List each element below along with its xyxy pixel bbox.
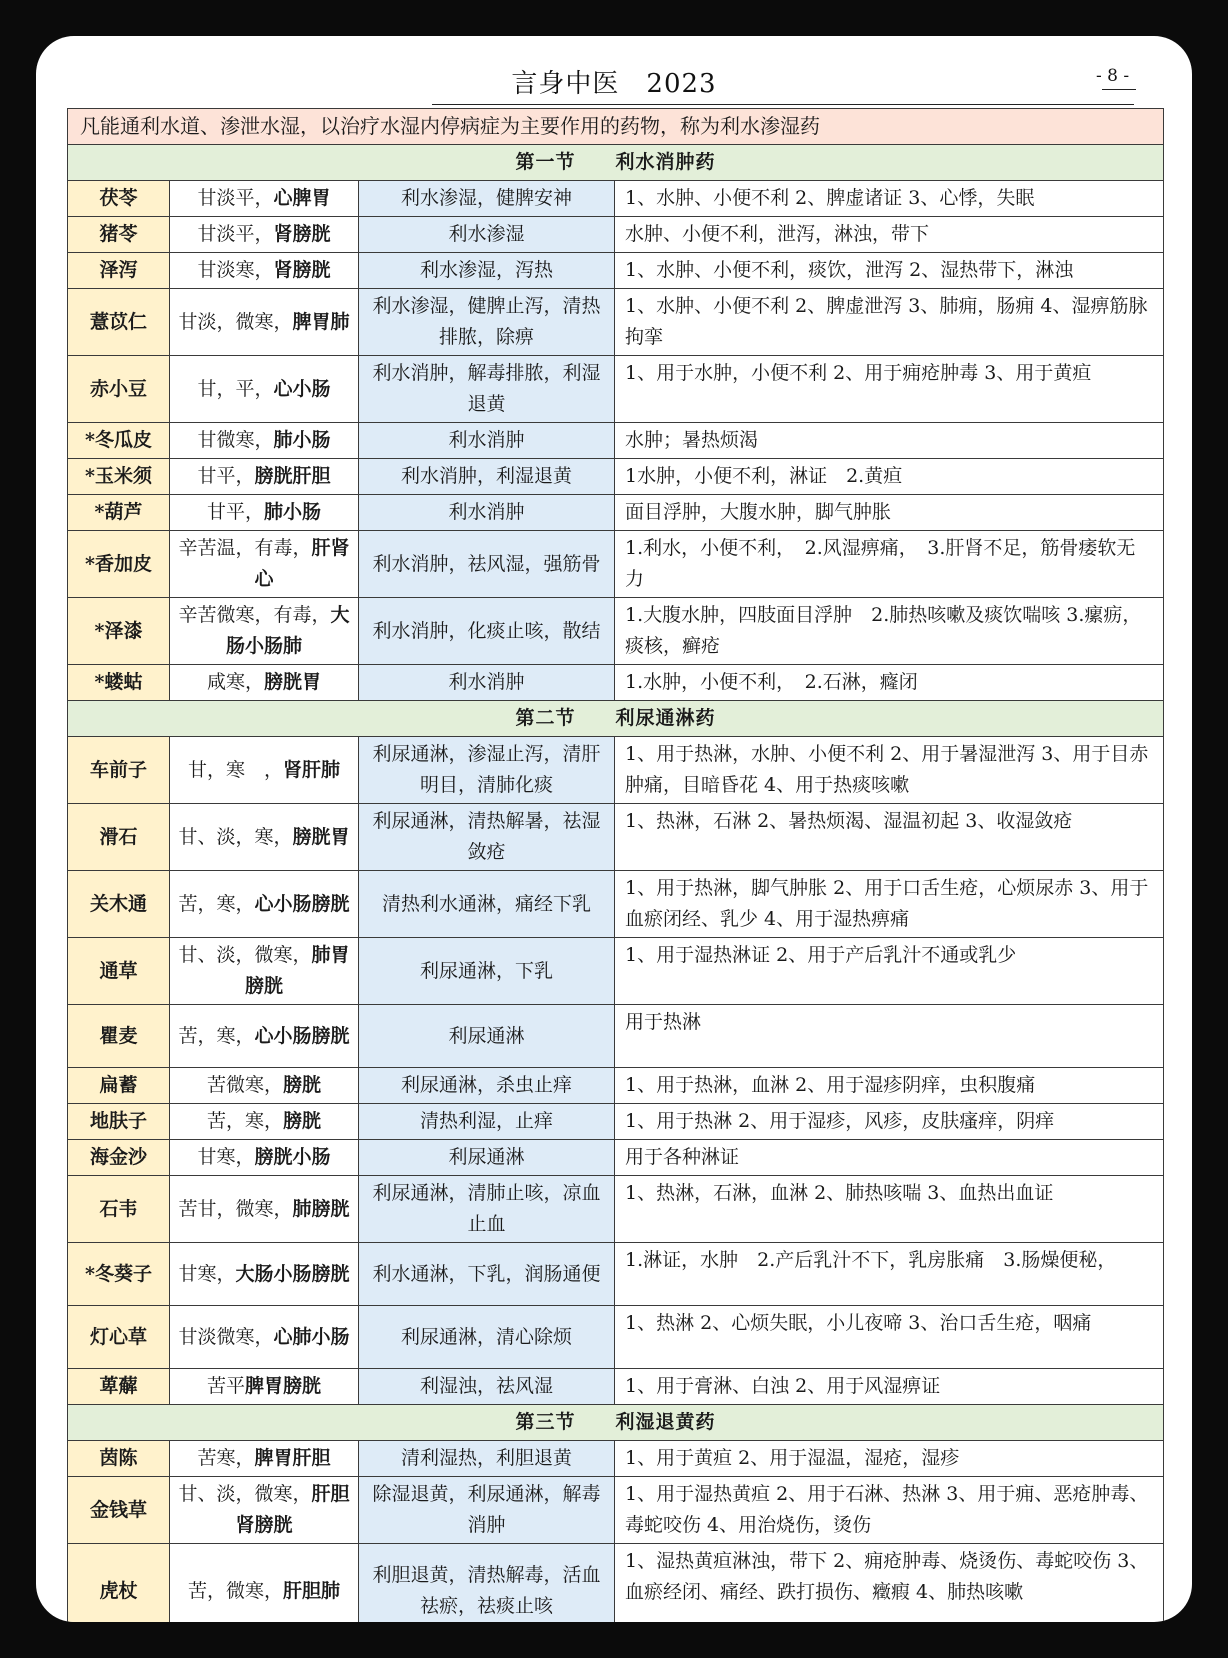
- herb-meridian: 肺膀胱: [292, 1197, 350, 1220]
- herb-function: 利水消肿，化痰止咳，散结: [359, 598, 615, 665]
- herb-property: [170, 1306, 359, 1369]
- herb-meridian: 肾膀胱: [273, 259, 331, 281]
- herb-name: 金钱草: [68, 1477, 170, 1544]
- herb-indication: 1、用于水肿，小便不利 2、用于痈疮肿毒 3、用于黄疸: [615, 356, 1164, 423]
- page-header: [36, 36, 1192, 108]
- herb-name: 茵陈: [68, 1441, 170, 1477]
- herb-nature-flavor: 苦微寒，: [206, 1074, 283, 1096]
- herb-indication: 1、用于黄疸 2、用于湿温，湿疮，湿疹: [615, 1441, 1164, 1477]
- herb-indication: 1、热淋 2、心烦失眠，小儿夜啼 3、治口舌生疮，咽痛: [615, 1306, 1164, 1369]
- herb-function: 利水通淋，下乳，润肠通便: [359, 1243, 615, 1306]
- herb-property: [170, 1477, 359, 1544]
- document-page: [36, 36, 1192, 1622]
- herb-function: 利水渗湿，健脾安神: [359, 181, 615, 217]
- herb-property: [170, 1176, 359, 1243]
- herb-row: [68, 665, 1164, 701]
- herb-function: 利尿通淋，渗湿止泻，清肝明目，清肺化痰: [359, 737, 615, 804]
- herb-nature-flavor: 甘平，: [206, 501, 264, 523]
- herb-indication: 1、用于热淋，水肿、小便不利 2、用于暑湿泄泻 3、用于目赤肿痛，目暗昏花 4、用于热痰咳嗽: [615, 737, 1164, 804]
- herb-meridian: 肝胆肺: [283, 1579, 341, 1602]
- herb-table-body: [68, 109, 1164, 1623]
- herb-function: 利尿通淋，杀虫止痒: [359, 1068, 615, 1104]
- herb-indication: 1、用于热淋 2、用于湿疹，风疹，皮肤瘙痒，阴痒: [615, 1104, 1164, 1140]
- herb-nature-flavor: 甘、淡，寒，: [178, 825, 293, 848]
- herb-property: [170, 1369, 359, 1405]
- herb-meridian: 脾胃膀胱: [245, 1375, 322, 1397]
- herb-nature-flavor: 甘、淡，微寒，: [178, 1483, 312, 1505]
- herb-function: 利尿通淋: [359, 1005, 615, 1068]
- herb-name: 泽泻: [68, 253, 170, 289]
- herb-row: [68, 1068, 1164, 1104]
- herb-name: 茯苓: [68, 181, 170, 217]
- herb-function: 清利湿热，利胆退黄: [359, 1441, 615, 1477]
- herb-property: [170, 181, 359, 217]
- herb-nature-flavor: 苦，寒，: [206, 1110, 283, 1132]
- herb-meridian: 心脾胃: [273, 187, 331, 209]
- herb-function: 利水渗湿: [359, 217, 615, 253]
- herb-row: [68, 495, 1164, 531]
- herb-function: 利尿通淋: [359, 1140, 615, 1176]
- herb-row: [68, 1176, 1164, 1243]
- herb-meridian: 肺小肠: [273, 429, 331, 451]
- herb-meridian: 心小肠: [273, 377, 331, 400]
- herb-property: [170, 289, 359, 356]
- herb-property: [170, 423, 359, 459]
- herb-indication: 1.利水，小便不利， 2.风湿痹痛， 3.肝肾不足，筋骨痿软无力: [615, 531, 1164, 598]
- herb-function: 利水消肿: [359, 665, 615, 701]
- herb-property: [170, 1441, 359, 1477]
- herb-name: 赤小豆: [68, 356, 170, 423]
- herb-meridian: 肺小肠: [264, 501, 322, 523]
- herb-nature-flavor: 苦，寒，: [178, 892, 255, 915]
- herb-row: [68, 737, 1164, 804]
- herb-row: [68, 1306, 1164, 1369]
- herb-indication: 1、湿热黄疸淋浊，带下 2、痈疮肿毒、烧烫伤、毒蛇咬伤 3、血瘀经闭、痛经、跌打损伤、癥瘕 4、肺热咳嗽: [615, 1544, 1164, 1623]
- herb-meridian: 大肠小肠肺: [225, 604, 350, 657]
- herb-function: 利水渗湿，健脾止泻，清热排脓，除痹: [359, 289, 615, 356]
- herb-function: 利水消肿: [359, 423, 615, 459]
- section-title: 第一节 利水消肿药: [68, 145, 1164, 181]
- herb-nature-flavor: 辛苦微寒，有毒，: [178, 604, 331, 626]
- herb-meridian: 脾胃肺: [292, 310, 350, 333]
- herb-nature-flavor: 甘寒，: [197, 1146, 255, 1168]
- herb-nature-flavor: 苦平: [206, 1375, 245, 1397]
- herb-indication: 用于热淋: [615, 1005, 1164, 1068]
- herb-function: 利水消肿，解毒排脓，利湿退黄: [359, 356, 615, 423]
- herb-meridian: 膀胱胃: [264, 671, 322, 693]
- herb-name: *泽漆: [68, 598, 170, 665]
- herb-indication: 水肿；暑热烦渴: [615, 423, 1164, 459]
- herb-row: [68, 289, 1164, 356]
- herb-row: [68, 1441, 1164, 1477]
- herb-name: 薏苡仁: [68, 289, 170, 356]
- herb-row: [68, 1104, 1164, 1140]
- herb-indication: 1.淋证，水肿 2.产后乳汁不下，乳房胀痛 3.肠燥便秘，: [615, 1243, 1164, 1306]
- herb-nature-flavor: 苦甘，微寒，: [178, 1197, 293, 1220]
- herb-row: [68, 1005, 1164, 1068]
- herb-indication: 水肿、小便不利，泄泻，淋浊，带下: [615, 217, 1164, 253]
- herb-nature-flavor: 甘，寒 ，: [187, 758, 283, 781]
- herb-indication: 1、用于热淋，脚气肿胀 2、用于口舌生疮，心烦尿赤 3、用于血瘀闭经、乳少 4、用于湿热痹痛: [615, 871, 1164, 938]
- herb-nature-flavor: 苦寒，: [197, 1447, 255, 1469]
- herb-nature-flavor: 甘寒，: [178, 1262, 236, 1285]
- herb-meridian: 肺胃膀胱: [244, 944, 350, 997]
- herb-indication: 1水肿，小便不利，淋证 2.黄疸: [615, 459, 1164, 495]
- herb-function: 除湿退黄，利尿通淋，解毒消肿: [359, 1477, 615, 1544]
- herb-row: [68, 217, 1164, 253]
- herb-row: [68, 356, 1164, 423]
- herb-nature-flavor: 甘淡微寒，: [178, 1325, 274, 1348]
- herb-meridian: 大肠小肠膀胱: [235, 1262, 350, 1285]
- herb-nature-flavor: 甘淡寒，: [197, 259, 274, 281]
- herb-row: [68, 938, 1164, 1005]
- intro-row: [68, 109, 1164, 145]
- herb-name: *香加皮: [68, 531, 170, 598]
- herb-property: [170, 356, 359, 423]
- herb-meridian: 心小肠膀胱: [254, 892, 350, 915]
- herb-property: [170, 598, 359, 665]
- herb-function: 利湿浊，祛风湿: [359, 1369, 615, 1405]
- herb-function: 利水消肿，利湿退黄: [359, 459, 615, 495]
- herb-property: [170, 531, 359, 598]
- herb-row: [68, 1140, 1164, 1176]
- herb-row: [68, 1544, 1164, 1623]
- herb-function: 利尿通淋，清热解暑，祛湿敛疮: [359, 804, 615, 871]
- section-row: [68, 701, 1164, 737]
- herb-row: [68, 423, 1164, 459]
- herb-name: 通草: [68, 938, 170, 1005]
- herb-name: 灯心草: [68, 1306, 170, 1369]
- herb-row: [68, 459, 1164, 495]
- herb-indication: 1、水肿、小便不利，痰饮，泄泻 2、湿热带下，淋浊: [615, 253, 1164, 289]
- herb-property: [170, 938, 359, 1005]
- herb-property: [170, 871, 359, 938]
- herb-function: 利胆退黄，清热解毒，活血祛瘀，祛痰止咳: [359, 1544, 615, 1623]
- herb-row: [68, 804, 1164, 871]
- herb-indication: 1.水肿，小便不利， 2.石淋，癃闭: [615, 665, 1164, 701]
- herb-row: [68, 1243, 1164, 1306]
- herb-meridian: 膀胱小肠: [254, 1146, 331, 1168]
- herb-name: *葫芦: [68, 495, 170, 531]
- herb-name: 萆薢: [68, 1369, 170, 1405]
- herb-function: 利尿通淋，清肺止咳，凉血止血: [359, 1176, 615, 1243]
- header-rule: [432, 104, 1134, 105]
- herb-property: [170, 1068, 359, 1104]
- herb-function: 利水消肿，祛风湿，强筋骨: [359, 531, 615, 598]
- herb-meridian: 心小肠膀胱: [254, 1024, 350, 1047]
- herb-property: [170, 253, 359, 289]
- herb-meridian: 心肺小肠: [273, 1325, 350, 1348]
- herb-nature-flavor: 甘淡平，: [197, 223, 274, 245]
- page-number: - 8 -: [1096, 66, 1130, 86]
- herb-property: [170, 737, 359, 804]
- herb-name: 虎杖: [68, 1544, 170, 1623]
- herb-property: [170, 1544, 359, 1623]
- herb-indication: 1、用于膏淋、白浊 2、用于风湿痹证: [615, 1369, 1164, 1405]
- herb-property: [170, 1005, 359, 1068]
- herb-property: [170, 1140, 359, 1176]
- herb-nature-flavor: 咸寒，: [206, 671, 264, 693]
- herb-indication: 1、用于湿热淋证 2、用于产后乳汁不通或乳少: [615, 938, 1164, 1005]
- herb-meridian: 膀胱肝胆: [254, 465, 331, 487]
- herb-function: 清热利水通淋，痛经下乳: [359, 871, 615, 938]
- herb-nature-flavor: 甘，平，: [197, 377, 274, 400]
- herb-row: [68, 598, 1164, 665]
- herb-nature-flavor: 甘平，: [197, 465, 255, 487]
- herb-meridian: 肾肝肺: [283, 758, 341, 781]
- section-title: 第三节 利湿退黄药: [68, 1405, 1164, 1441]
- herb-function: 利尿通淋，下乳: [359, 938, 615, 1005]
- page-title: 言身中医 2023: [511, 69, 717, 99]
- herb-row: [68, 871, 1164, 938]
- herb-meridian: 肝胆肾膀胱: [235, 1483, 350, 1536]
- herb-property: [170, 1243, 359, 1306]
- herb-property: [170, 495, 359, 531]
- herb-meridian: 膀胱: [283, 1110, 322, 1132]
- herb-nature-flavor: 苦，微寒，: [187, 1579, 283, 1602]
- herb-indication: 1.大腹水肿，四肢面目浮肿 2.肺热咳嗽及痰饮喘咳 3.瘰疬，痰核，癣疮: [615, 598, 1164, 665]
- herb-name: 海金沙: [68, 1140, 170, 1176]
- herb-name: 地肤子: [68, 1104, 170, 1140]
- herb-function: 利水消肿: [359, 495, 615, 531]
- herb-indication: 面目浮肿，大腹水肿，脚气肿胀: [615, 495, 1164, 531]
- section-row: [68, 1405, 1164, 1441]
- herb-name: 扁蓄: [68, 1068, 170, 1104]
- herb-nature-flavor: 辛苦温，有毒，: [178, 537, 312, 559]
- herb-nature-flavor: 甘淡，微寒，: [178, 310, 293, 333]
- herb-function: 清热利湿，止痒: [359, 1104, 615, 1140]
- herb-row: [68, 1369, 1164, 1405]
- herb-name: 猪苓: [68, 217, 170, 253]
- section-title: 第二节 利尿通淋药: [68, 701, 1164, 737]
- herb-name: 滑石: [68, 804, 170, 871]
- herb-name: 关木通: [68, 871, 170, 938]
- herb-function: 利水渗湿，泻热: [359, 253, 615, 289]
- herb-name: *蝼蛄: [68, 665, 170, 701]
- herb-row: [68, 531, 1164, 598]
- herb-row: [68, 253, 1164, 289]
- herb-table: [67, 108, 1164, 1622]
- herb-property: [170, 1104, 359, 1140]
- herb-row: [68, 181, 1164, 217]
- herb-property: [170, 665, 359, 701]
- intro-text: 凡能通利水道、渗泄水湿，以治疗水湿内停病症为主要作用的药物，称为利水渗湿药: [68, 109, 1164, 145]
- herb-nature-flavor: 苦，寒，: [178, 1024, 255, 1047]
- herb-property: [170, 459, 359, 495]
- herb-nature-flavor: 甘、淡，微寒，: [178, 944, 312, 966]
- herb-indication: 用于各种淋证: [615, 1140, 1164, 1176]
- herb-nature-flavor: 甘淡平，: [197, 187, 274, 209]
- herb-nature-flavor: 甘微寒，: [197, 429, 274, 451]
- herb-indication: 1、用于热淋，血淋 2、用于湿疹阴痒，虫积腹痛: [615, 1068, 1164, 1104]
- herb-name: 瞿麦: [68, 1005, 170, 1068]
- herb-meridian: 脾胃肝胆: [254, 1447, 331, 1469]
- herb-meridian: 肾膀胱: [273, 223, 331, 245]
- herb-function: 利尿通淋，清心除烦: [359, 1306, 615, 1369]
- herb-indication: 1、水肿、小便不利 2、脾虚诸证 3、心悸，失眠: [615, 181, 1164, 217]
- page-number-rule: [1102, 89, 1136, 90]
- herb-row: [68, 1477, 1164, 1544]
- herb-name: *冬瓜皮: [68, 423, 170, 459]
- herb-name: 石韦: [68, 1176, 170, 1243]
- herb-indication: 1、热淋，石淋 2、暑热烦渴、湿温初起 3、收湿敛疮: [615, 804, 1164, 871]
- herb-name: 车前子: [68, 737, 170, 804]
- herb-name: *冬葵子: [68, 1243, 170, 1306]
- section-row: [68, 145, 1164, 181]
- herb-indication: 1、水肿、小便不利 2、脾虚泄泻 3、肺痈，肠痈 4、湿痹筋脉拘挛: [615, 289, 1164, 356]
- herb-indication: 1、用于湿热黄疸 2、用于石淋、热淋 3、用于痈、恶疮肿毒、毒蛇咬伤 4、用治烧伤，烫伤: [615, 1477, 1164, 1544]
- herb-meridian: 膀胱: [283, 1074, 322, 1096]
- herb-meridian: 膀胱胃: [292, 825, 350, 848]
- herb-indication: 1、热淋，石淋，血淋 2、肺热咳喘 3、血热出血证: [615, 1176, 1164, 1243]
- herb-name: *玉米须: [68, 459, 170, 495]
- herb-property: [170, 804, 359, 871]
- herb-property: [170, 217, 359, 253]
- herb-meridian: 肝肾心: [254, 537, 350, 590]
